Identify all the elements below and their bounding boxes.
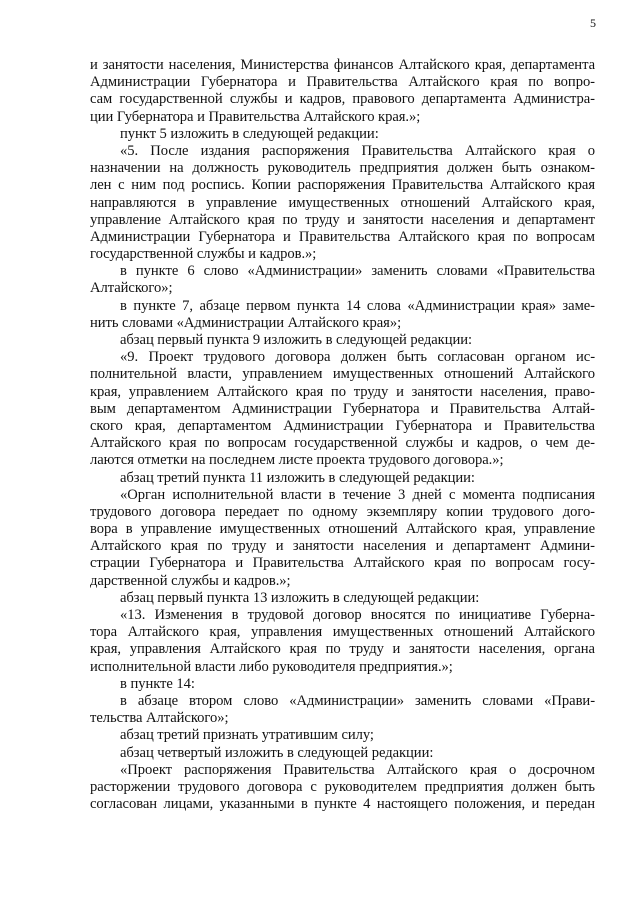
text-line: абзац третий пункта 11 изложить в следующей редакции: [120, 469, 475, 486]
text-line: абзац первый пункта 13 изложить в следующей редакции: [120, 589, 480, 606]
text-line: управление Алтайского края по труду и занятости населения и департамент [90, 211, 595, 228]
text-line: края, управлением Алтайского края по труду и занятости населения, право- [90, 383, 595, 400]
text-line: Администрации Губернатора и Правительства Алтайского края по вопро- [90, 74, 595, 91]
text-line: «Орган исполнительной власти в течение 3 дней с момента подписания [120, 486, 595, 503]
page-number: 5 [590, 16, 596, 30]
text-line: пункт 5 изложить в следующей редакции: [120, 125, 379, 142]
text-line: лаются отметки на последнем листе проекта трудового договора.»; [90, 452, 504, 469]
text-line: ского края, департаментом Администрации Губернатора и Правительства [90, 417, 595, 434]
text-line: «9. Проект трудового договора должен быть согласован органом ис- [120, 349, 595, 366]
text-line: в пункте 14: [120, 675, 195, 692]
text-line: исполнительной власти либо руководителя предприятия.»; [90, 658, 453, 675]
text-line: лен с ним под роспись. Копии распоряжения Правительства Алтайского края [90, 177, 595, 194]
text-line: в пункте 6 слово «Администрации» заменить словами «Правительства [120, 263, 595, 280]
text-line: трудового договора передает по одному экземпляру копии трудового дого- [90, 503, 595, 520]
text-line: дарственной службы и кадров.»; [90, 572, 291, 589]
text-line: полнительной власти, управлением имущественных отношений Алтайского [90, 366, 595, 383]
text-line: Администрации Губернатора и Правительства Алтайского края по вопросам [90, 228, 595, 245]
text-line: государственной службы и кадров.»; [90, 246, 317, 263]
text-line: Алтайского края по труду и занятости населения и департамент Админи- [90, 538, 595, 555]
text-line: Алтайского края по вопросам государственной службы и кадров, о чем де- [90, 435, 595, 452]
text-line: согласован лицами, указанными в пункте 4 настоящего положения, и передан [90, 796, 595, 813]
text-line: в абзаце втором слово «Администрации» заменить словами «Прави- [120, 692, 595, 709]
text-line: Алтайского»; [90, 280, 173, 297]
document-body [90, 57, 595, 813]
text-line: страции Губернатора и Правительства Алтайского края по вопросам госу- [90, 555, 595, 572]
text-line: тора Алтайского края, управления имущественных отношений Алтайского [90, 624, 595, 641]
text-line: «13. Изменения в трудовой договор вносятся по инициативе Губерна- [120, 607, 595, 623]
text-line: направляются в управление имущественных отношений Алтайского края, [90, 194, 595, 211]
text-line: тельства Алтайского»; [90, 710, 229, 727]
text-line: назначении на должность руководитель предприятия должен быть ознаком- [90, 160, 595, 177]
text-line: вора в управление имущественных отношений Алтайского края, управление [90, 521, 595, 538]
text-line: ции Губернатора и Правительства Алтайского края.»; [90, 108, 421, 125]
text-line: «Проект распоряжения Правительства Алтайского края о досрочном [120, 761, 595, 778]
text-line: абзац третий признать утратившим силу; [120, 727, 374, 744]
text-line: края, управления Алтайского края по труду и занятости населения, органа [90, 641, 595, 658]
text-line: абзац первый пункта 9 изложить в следующей редакции: [120, 332, 472, 348]
text-line: «5. После издания распоряжения Правительства Алтайского края о [120, 142, 595, 159]
text-line: сам государственной службы и кадров, правового департамента Администра- [90, 91, 595, 108]
text-line: абзац четвертый изложить в следующей редакции: [120, 744, 434, 761]
text-line: и занятости населения, Министерства финансов Алтайского края, департамента [90, 57, 595, 73]
text-line: в пункте 7, абзаце первом пункта 14 слова «Администрации края» заме- [120, 297, 595, 314]
text-line: расторжении трудового договора с руководителем предприятия должен быть [90, 778, 595, 795]
text-line: нить словами «Администрации Алтайского края»; [90, 314, 402, 331]
text-line: вым департаментом Администрации Губернатора и Правительства Алтай- [90, 400, 595, 417]
